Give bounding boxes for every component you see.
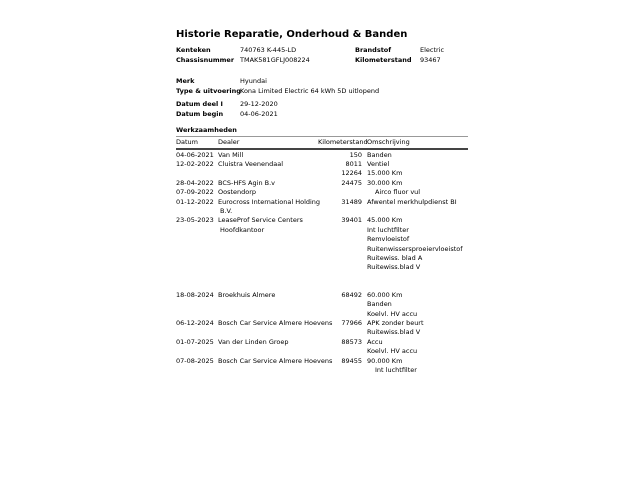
entry-description: Banden: [367, 300, 392, 309]
entry-description: 15.000 Km: [367, 169, 403, 178]
column-header-dealer: Dealer: [218, 137, 240, 146]
worklog-entry: [176, 291, 468, 319]
column-header-omschrijving: Omschrijving: [367, 137, 410, 146]
entry-kilometerstand: [318, 226, 362, 235]
entry-date: 07-08-2025: [176, 356, 214, 365]
entry-line: [318, 216, 468, 225]
entry-line: [318, 151, 468, 160]
entry-lines: [318, 179, 468, 188]
info-value: Electric: [420, 46, 445, 54]
entry-kilometerstand: [318, 245, 362, 254]
entry-line: [318, 160, 468, 169]
entry-lines: [318, 319, 468, 338]
entry-description: Ventiel: [367, 159, 390, 168]
info-row: [176, 56, 468, 66]
info-value: 93467: [420, 55, 441, 64]
entry-date: 28-04-2022: [176, 178, 214, 187]
page-title: Historie Reparatie, Onderhoud & Banden: [176, 29, 408, 40]
entry-kilometerstand: 12264: [341, 169, 362, 178]
entry-lines: [318, 338, 468, 357]
entry-line: [318, 235, 468, 244]
entry-lines: [318, 160, 468, 179]
entry-line: [318, 169, 468, 178]
entry-description: Banden: [367, 150, 392, 159]
worklog-entry: [176, 357, 468, 376]
worklog-section-title: Werkzaamheden: [176, 126, 237, 134]
entry-dealer-line: B.V.: [220, 206, 233, 215]
entry-dealer: [218, 338, 318, 357]
entry-kilometerstand: 77966: [341, 319, 362, 327]
entry-description: 45.000 Km: [367, 216, 403, 225]
entry-line: [318, 310, 468, 319]
entry-lines: [318, 216, 468, 272]
entry-description: 30.000 Km: [367, 178, 403, 187]
column-header-kilometerstand: Kilometerstand: [318, 137, 368, 146]
worklog-entry: [176, 338, 468, 357]
entry-lines: [318, 151, 468, 160]
entry-dealer: [218, 356, 333, 376]
info-value: Kona Limited Electric 64 kWh 5D uitlopend: [240, 86, 380, 95]
worklog-entry: [176, 198, 468, 217]
entry-date: 07-09-2022: [176, 188, 214, 197]
entry-line: [318, 291, 468, 300]
info-label: Chassisnummer: [176, 55, 235, 64]
entry-dealer: [218, 151, 318, 160]
entry-line: [318, 226, 468, 235]
entry-line: [318, 357, 468, 366]
entry-line: [318, 245, 468, 254]
entry-description: Koelvl. HV accu: [367, 347, 418, 356]
entry-kilometerstand: [318, 235, 362, 244]
entry-date: 12-02-2022: [176, 159, 214, 168]
entry-line: [318, 328, 468, 337]
entry-lines: [318, 291, 468, 319]
info-label: Merk: [176, 77, 195, 85]
entry-kilometerstand: [318, 366, 362, 375]
entry-line: [318, 319, 468, 328]
worklog-entry: [176, 179, 468, 188]
entry-date: 18-08-2024: [176, 290, 214, 299]
entry-dealer-line: Bosch Car Service Almere Hoevens: [218, 319, 333, 327]
info-row: [176, 100, 468, 110]
entry-kilometerstand: 88573: [341, 337, 362, 346]
entry-line: [318, 300, 468, 309]
info-label: Type & uitvoering: [176, 86, 241, 95]
entry-dealer-line: Broekhuis Almere: [218, 290, 276, 299]
entry-kilometerstand: [318, 310, 362, 319]
entry-description: Ruitenwissersproeiervloeistof: [367, 244, 463, 253]
entry-kilometerstand: [318, 300, 362, 309]
entry-dealer-line: Van der Linden Groep: [218, 337, 289, 346]
entry-line: [318, 347, 468, 356]
entry-description: Int luchtfilter: [375, 366, 417, 375]
info-label: Datum begin: [176, 109, 224, 118]
entry-description: Int luchtfilter: [367, 225, 409, 234]
entry-line: [318, 366, 468, 375]
entry-dealer: [218, 179, 318, 188]
entry-description: Afwentel merkhulpdienst BI: [367, 197, 457, 206]
report-document: [176, 29, 468, 375]
worklog-entry: [176, 319, 468, 338]
entry-kilometerstand: 31489: [341, 197, 362, 206]
entry-kilometerstand: [318, 254, 362, 263]
entry-kilometerstand: 24475: [341, 178, 362, 187]
entry-dealer-line: Hoofdkantoor: [220, 225, 265, 234]
entry-date: 04-06-2021: [176, 150, 214, 159]
entry-line: [318, 263, 468, 272]
info-value: 29-12-2020: [240, 100, 278, 108]
info-row: [176, 87, 468, 97]
info-value: 740763 K-445-LD: [240, 46, 297, 54]
entry-line: [318, 198, 468, 207]
entry-lines: [318, 188, 468, 197]
entry-line: [318, 254, 468, 263]
info-label: Datum deel I: [176, 100, 223, 108]
info-label: Brandstof: [355, 46, 392, 54]
entry-description: Ruitewiss.blad V: [367, 263, 421, 272]
info-value: TMAK581GFLJ008224: [240, 55, 310, 64]
entry-dealer: [218, 188, 318, 197]
entry-dealer-line: Oostendorp: [218, 188, 257, 197]
entry-lines: [318, 357, 468, 376]
entry-dealer: [218, 216, 318, 272]
entry-description: APK zonder beurt: [367, 319, 424, 327]
entry-description: Ruitewiss. blad A: [367, 253, 423, 262]
info-row: [176, 110, 468, 120]
info-value: 04-06-2021: [240, 109, 278, 118]
entry-description: 60.000 Km: [367, 290, 403, 299]
info-section: [176, 46, 468, 119]
entry-description: Accu: [367, 337, 383, 346]
entry-dealer-line: LeaseProf Service Centers: [218, 216, 303, 225]
entry-kilometerstand: 8011: [345, 159, 362, 168]
entry-dealer-line: Cluistra Veenendaal: [218, 159, 284, 168]
entry-lines: [318, 198, 468, 217]
entry-description: Airco fluor vul: [375, 188, 421, 197]
entry-kilometerstand: [318, 263, 362, 272]
entry-dealer-line: Van Mill: [218, 150, 244, 159]
worklog-entry: [176, 216, 468, 272]
entry-date: 06-12-2024: [176, 319, 214, 327]
entry-line: [318, 338, 468, 347]
entry-line: [318, 188, 468, 197]
entry-description: Koelvl. HV accu: [367, 309, 418, 318]
worklog-entry: [176, 151, 468, 160]
column-header-datum: Datum: [176, 137, 198, 146]
entry-dealer: [218, 319, 333, 338]
entry-dealer: [218, 197, 321, 217]
entry-kilometerstand: 68492: [341, 290, 362, 299]
worklog-entry: [176, 160, 468, 179]
entry-kilometerstand: [318, 347, 362, 356]
entry-kilometerstand: [318, 328, 362, 337]
entry-dealer-line: Eurocross International Holding: [218, 197, 321, 206]
entry-line: [318, 179, 468, 188]
entry-kilometerstand: 150: [349, 150, 362, 159]
entry-description: Ruitewiss.blad V: [367, 328, 421, 337]
info-row: [176, 46, 468, 56]
info-label: Kenteken: [176, 46, 211, 54]
entry-dealer: [218, 160, 318, 179]
info-value: Hyundai: [240, 77, 267, 85]
entry-dealer-line: BCS-HFS Agin B.v: [218, 178, 275, 187]
worklog-entries: [176, 151, 468, 376]
entry-description: 90.000 Km: [367, 356, 403, 365]
worklog-entry: [176, 188, 468, 197]
entry-description: Remvloeistof: [367, 235, 410, 244]
entry-kilometerstand: 39401: [341, 216, 362, 225]
entry-kilometerstand: [318, 188, 362, 197]
entry-date: 01-07-2025: [176, 337, 214, 346]
entry-date: 23-05-2023: [176, 216, 214, 225]
entry-kilometerstand: 89455: [341, 356, 362, 365]
entry-dealer-line: Bosch Car Service Almere Hoevens: [218, 356, 333, 365]
entry-dealer: [218, 291, 318, 319]
info-label: Kilometerstand: [355, 55, 412, 64]
entry-date: 01-12-2022: [176, 197, 214, 206]
info-row: [176, 77, 468, 87]
worklog-table-header: [176, 136, 468, 150]
